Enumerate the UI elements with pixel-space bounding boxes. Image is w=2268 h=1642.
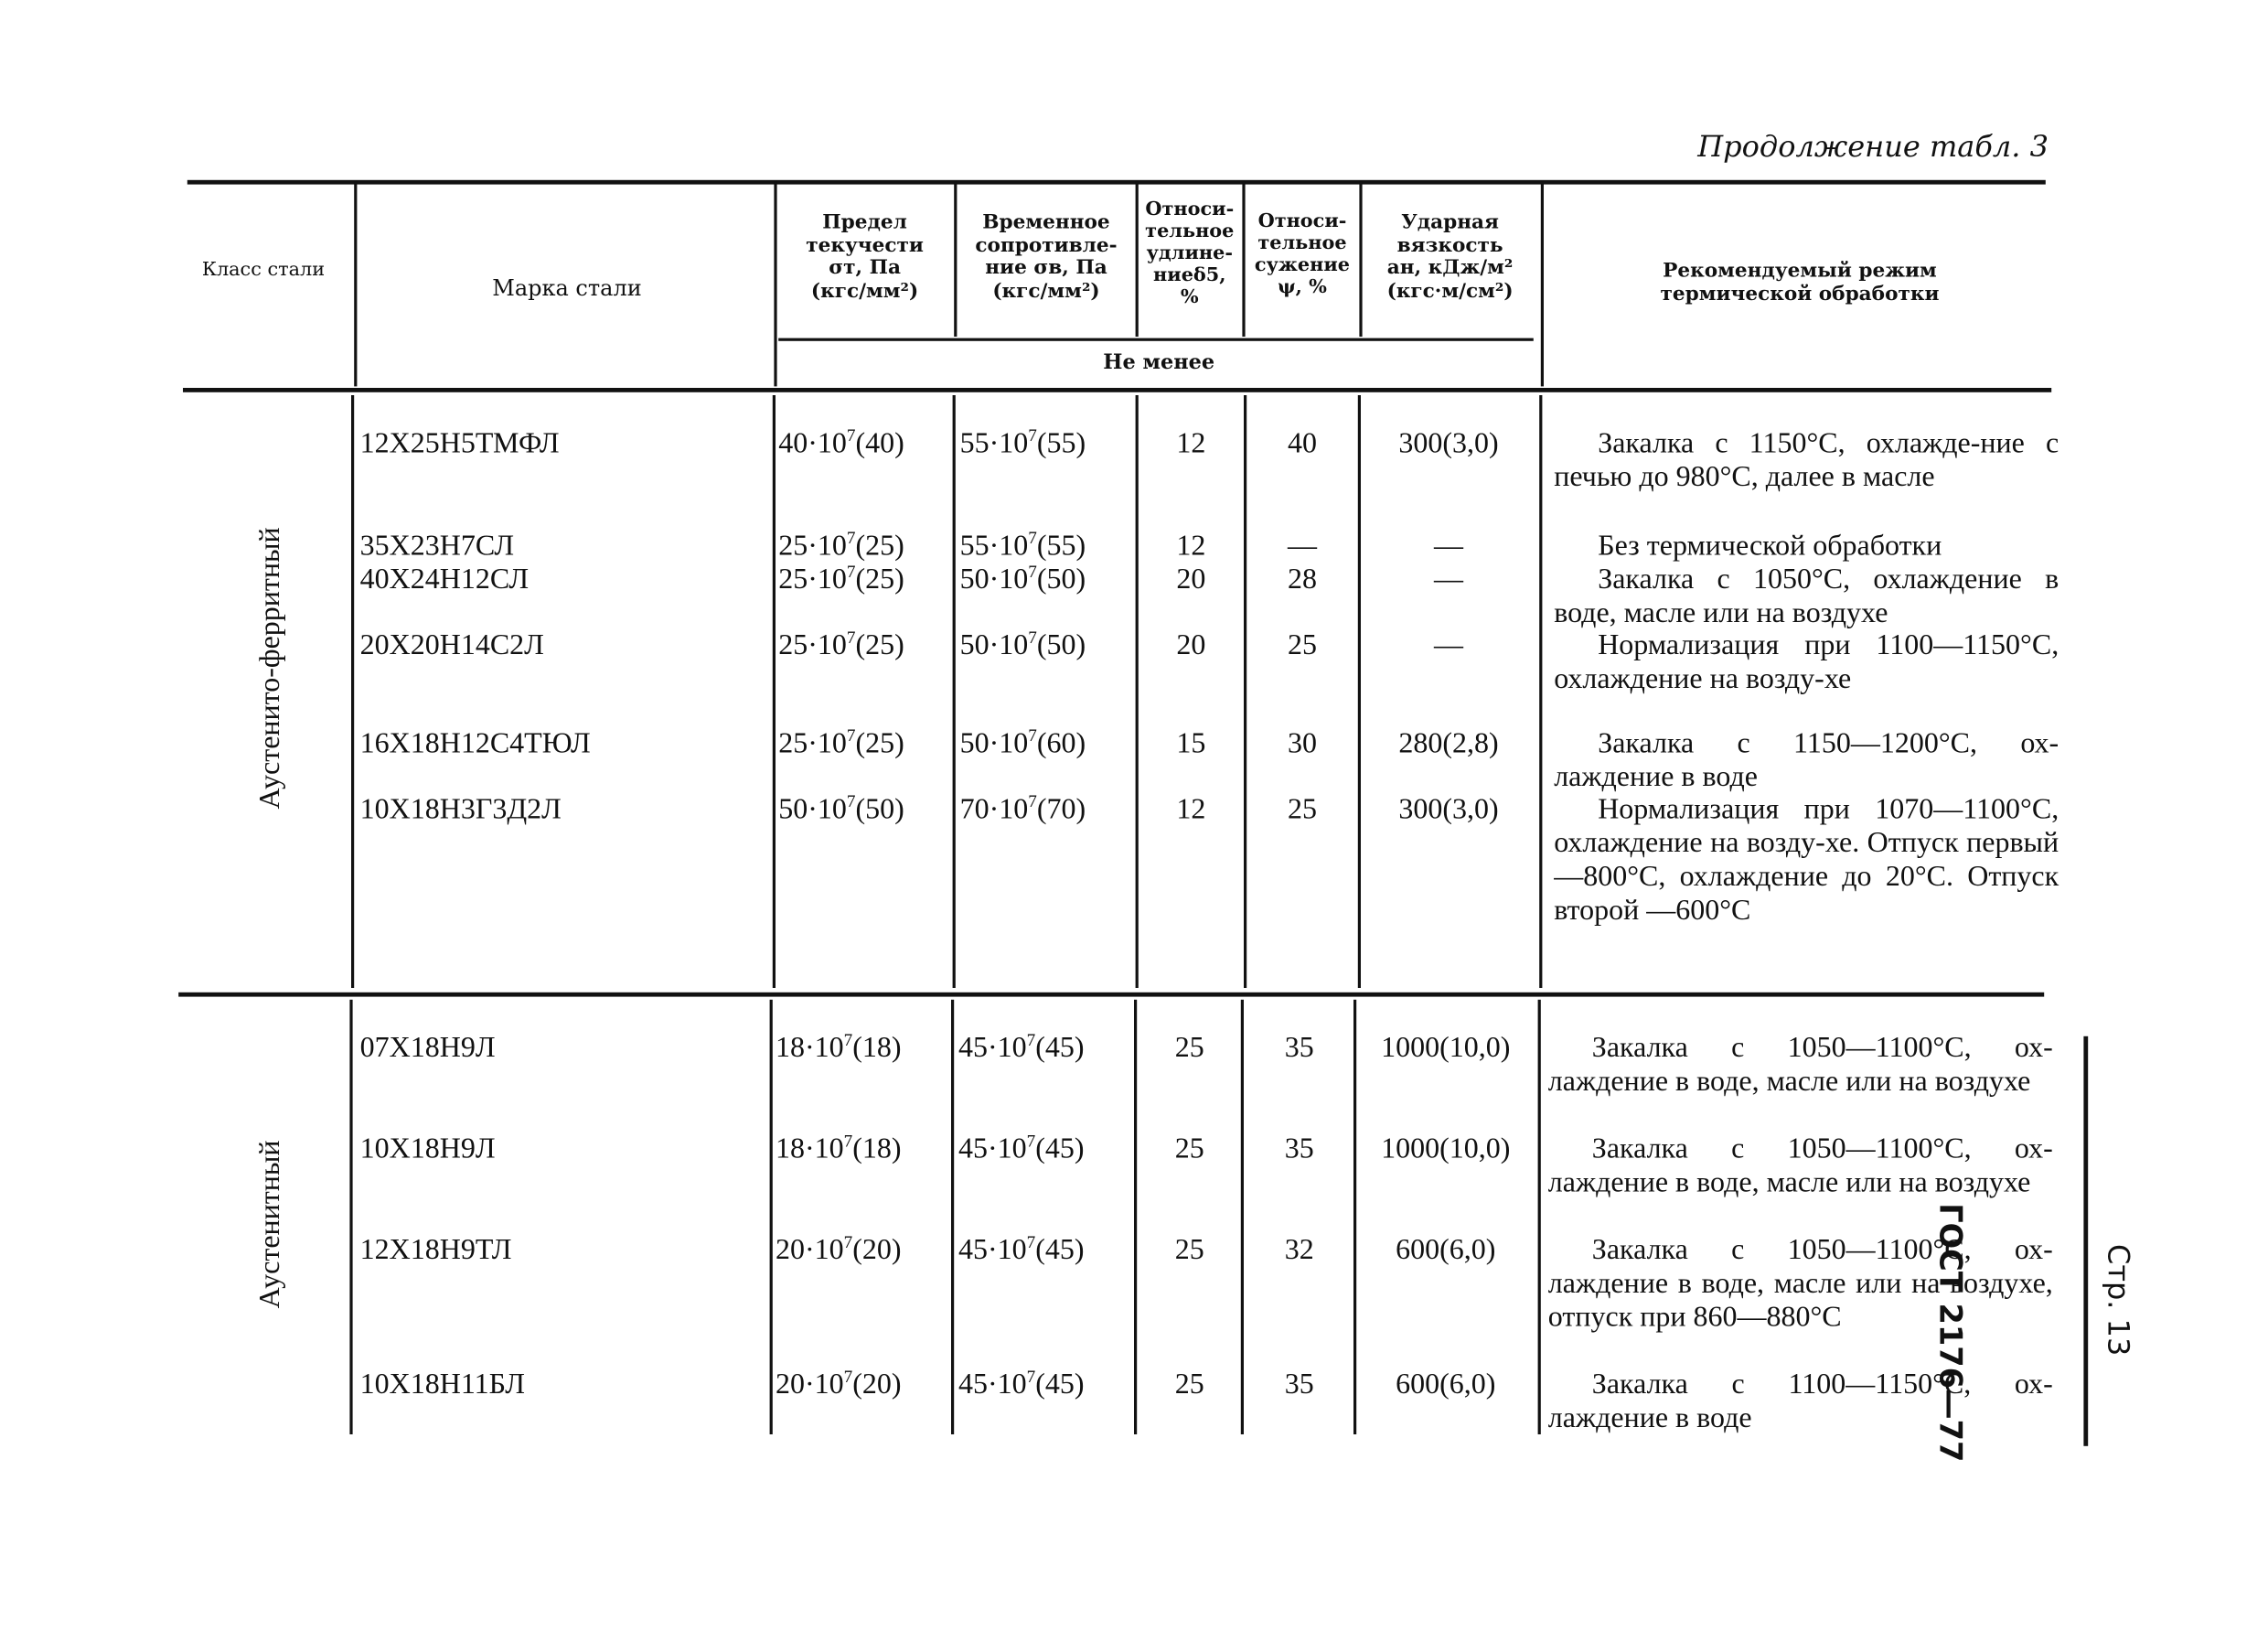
elongation-value: 12: [1176, 530, 1206, 563]
yield-strength: [776, 1231, 902, 1268]
elongation-value: 25: [1174, 1233, 1204, 1266]
group-divider-rule: [178, 993, 2044, 997]
tensile-strength: [959, 527, 1086, 563]
tensile-mantissa: 70·10: [959, 793, 1029, 826]
steel-grade: 20Х20Н14С2Л: [359, 629, 544, 662]
impact-value: 300(3,0): [1398, 793, 1499, 826]
reduction-value: 35: [1284, 1368, 1314, 1401]
treatment-mode: Закалка с 1050—1100°С, ох-лаждение в воде, масле или на воздухе, отпуск при 860—880°С: [1547, 1233, 2053, 1334]
yield-exponent: 7: [843, 1366, 853, 1387]
yield-exponent: 7: [846, 724, 856, 746]
treatment-mode: Закалка с 1100—1150°С, ох-лаждение в воде: [1547, 1368, 2053, 1434]
body-col-divider: [1244, 395, 1246, 988]
tensile-kgs: (45): [1035, 1368, 1085, 1401]
header-col-divider: [354, 181, 357, 386]
tensile-mantissa: 55·10: [959, 427, 1029, 460]
treatment-mode: Закалка с 1050—1100°С, ох-лаждение в воде, масле или на воздухе: [1547, 1032, 2053, 1098]
elongation-value: 12: [1176, 427, 1206, 460]
body-col-divider: [1358, 395, 1361, 988]
reduction-value: 25: [1288, 629, 1317, 662]
yield-mantissa: 40·10: [778, 427, 847, 460]
yield-mantissa: 18·10: [776, 1032, 844, 1065]
steel-grade: 10Х18Н11БЛ: [359, 1368, 525, 1401]
yield-exponent: 7: [846, 627, 856, 648]
yield-kgs: (20): [852, 1368, 902, 1401]
elongation-value: 20: [1176, 563, 1206, 596]
steel-grade: 40Х24Н12СЛ: [359, 563, 530, 596]
yield-strength: [778, 629, 904, 663]
body-col-divider: [349, 1000, 352, 1434]
side-rule: [2083, 1036, 2088, 1446]
yield-strength: [778, 527, 904, 563]
tensile-mantissa: 55·10: [959, 530, 1029, 563]
treatment-mode: Закалка с 1150°С, охлажде-ние с печью до 980°С, далее в масле: [1554, 427, 2059, 494]
steel-grade: 10Х18Н9Л: [359, 1132, 496, 1165]
tensile-kgs: (45): [1035, 1132, 1085, 1165]
tensile-exponent: 7: [1026, 1029, 1036, 1050]
treatment-mode: Закалка с 1150—1200°С, ох-лаждение в воде: [1554, 727, 2059, 794]
treatment-mode: Закалка с 1050—1100°С, ох-лаждение в воде, масле или на воздухе: [1547, 1132, 2053, 1199]
impact-value: 1000(10,0): [1381, 1032, 1511, 1065]
header-col-divider: [954, 181, 957, 337]
tensile-strength: [959, 790, 1086, 827]
tensile-kgs: (45): [1035, 1032, 1085, 1065]
tensile-exponent: 7: [1026, 1231, 1036, 1252]
steel-grade: 10Х18Н3Г3Д2Л: [359, 793, 562, 826]
treatment-mode: Без термической обработки: [1598, 530, 1942, 563]
tensile-kgs: (55): [1036, 530, 1086, 563]
treatment-mode: Нормализация при 1070—1100°С, охлаждение на возду-хе. Отпуск первый —800°С, охлаждение до 20°С. Отпуск второй —600°С: [1554, 793, 2059, 927]
yield-strength: [776, 1132, 902, 1166]
elongation-value: 25: [1174, 1368, 1204, 1401]
tensile-exponent: 7: [1028, 790, 1037, 811]
tensile-exponent: 7: [1028, 561, 1037, 582]
body-col-divider: [351, 395, 354, 988]
yield-exponent: 7: [846, 424, 856, 445]
impact-value: —: [1434, 629, 1463, 662]
yield-mantissa: 25·10: [778, 563, 847, 596]
impact-value: 1000(10,0): [1381, 1132, 1511, 1165]
tensile-kgs: (55): [1036, 427, 1086, 460]
body-col-divider: [953, 395, 956, 988]
treatment-mode: Закалка с 1050°С, охлаждение в воде, масле или на воздухе: [1554, 563, 2059, 629]
tensile-strength: [958, 1368, 1085, 1402]
yield-mantissa: 25·10: [778, 629, 847, 662]
tensile-kgs: (70): [1036, 793, 1086, 826]
page-number: Стр. 13: [2101, 1244, 2136, 1357]
class-label-austenitic: Аустенитный: [253, 1140, 286, 1309]
yield-exponent: 7: [843, 1029, 853, 1050]
tensile-mantissa: 50·10: [959, 727, 1029, 760]
yield-mantissa: 20·10: [776, 1233, 844, 1266]
header-col-divider: [774, 181, 776, 386]
header-col-divider: [1541, 181, 1544, 386]
reduction-value: 25: [1288, 793, 1317, 826]
yield-exponent: 7: [846, 527, 856, 548]
reduction-value: —: [1288, 530, 1317, 563]
tensile-mantissa: 45·10: [958, 1032, 1027, 1065]
header-tensile: Временное сопротивле- ние σв, Па (кгс/мм²): [975, 210, 1118, 303]
tensile-exponent: 7: [1028, 424, 1037, 445]
impact-value: 280(2,8): [1398, 727, 1499, 760]
yield-exponent: 7: [846, 790, 856, 811]
reduction-value: 35: [1284, 1032, 1314, 1065]
yield-kgs: (25): [855, 727, 904, 760]
tensile-exponent: 7: [1028, 627, 1037, 648]
header-treatment: Рекомендуемый режим термической обработки: [1660, 259, 1940, 306]
reduction-value: 35: [1284, 1132, 1314, 1165]
body-col-divider: [770, 1000, 773, 1434]
tensile-exponent: 7: [1026, 1130, 1036, 1152]
tensile-kgs: (50): [1036, 563, 1086, 596]
header-impact: Ударная вязкость aн, кДж/м² (кгс·м/см²): [1386, 210, 1514, 303]
yield-kgs: (18): [852, 1032, 902, 1065]
tensile-mantissa: 50·10: [959, 563, 1029, 596]
elongation-value: 25: [1174, 1132, 1204, 1165]
yield-mantissa: 25·10: [778, 530, 847, 563]
yield-mantissa: 20·10: [776, 1368, 844, 1401]
yield-strength: [778, 790, 904, 827]
header-bottom-rule: [183, 388, 2051, 392]
tensile-exponent: 7: [1028, 724, 1037, 746]
yield-mantissa: 18·10: [776, 1132, 844, 1165]
treatment-mode: Нормализация при 1100—1150°С, охлаждение на возду-хе: [1554, 629, 2059, 695]
impact-value: 600(6,0): [1396, 1368, 1496, 1401]
yield-strength: [776, 1368, 902, 1402]
tensile-kgs: (45): [1035, 1233, 1085, 1266]
tensile-mantissa: 45·10: [958, 1368, 1027, 1401]
tensile-strength: [960, 629, 1086, 663]
not-less-rule: [778, 338, 1534, 341]
steel-grade: 35Х23Н7СЛ: [359, 530, 515, 563]
steel-grade: 12Х18Н9ТЛ: [359, 1233, 512, 1266]
table-caption: Продолжение табл. 3: [1697, 128, 2049, 165]
body-col-divider: [1136, 395, 1139, 988]
tensile-strength: [958, 1231, 1085, 1268]
yield-strength: [778, 563, 904, 597]
yield-kgs: (50): [855, 793, 904, 826]
table-top-rule: [187, 180, 2046, 185]
yield-kgs: (20): [852, 1233, 902, 1266]
body-col-divider: [951, 1000, 954, 1434]
reduction-value: 30: [1288, 727, 1317, 760]
tensile-kgs: (60): [1036, 727, 1086, 760]
reduction-value: 32: [1284, 1233, 1314, 1266]
body-col-divider: [773, 395, 776, 988]
impact-value: 300(3,0): [1398, 427, 1499, 460]
tensile-exponent: 7: [1028, 527, 1037, 548]
yield-mantissa: 50·10: [778, 793, 847, 826]
header-reduction: Относи- тельное сужение ψ, %: [1254, 210, 1351, 299]
body-col-divider: [1539, 395, 1542, 988]
tensile-mantissa: 45·10: [958, 1132, 1027, 1165]
body-col-divider: [1538, 1000, 1541, 1434]
elongation-value: 12: [1176, 793, 1206, 826]
yield-kgs: (40): [855, 427, 904, 460]
tensile-strength: [958, 1132, 1085, 1166]
elongation-value: 20: [1176, 629, 1206, 662]
yield-strength: [776, 1029, 902, 1066]
tensile-strength: [959, 424, 1086, 461]
yield-strength: [778, 724, 904, 761]
yield-exponent: 7: [843, 1231, 853, 1252]
steel-grade: 12Х25Н5ТМФЛ: [359, 427, 560, 460]
tensile-exponent: 7: [1026, 1366, 1036, 1387]
tensile-mantissa: 50·10: [959, 629, 1029, 662]
impact-value: —: [1434, 563, 1463, 596]
reduction-value: 28: [1288, 563, 1317, 596]
yield-mantissa: 25·10: [778, 727, 847, 760]
class-label-austenitic-ferritic: Аустенито-ферритный: [253, 527, 286, 810]
tensile-strength: [958, 1029, 1085, 1066]
reduction-value: 40: [1288, 427, 1317, 460]
tensile-strength: [960, 563, 1086, 597]
header-elongation: Относи- тельное удлине- ниеδ5, %: [1145, 199, 1235, 309]
impact-value: —: [1434, 530, 1463, 563]
tensile-kgs: (50): [1036, 629, 1086, 662]
yield-strength: [778, 424, 904, 461]
impact-value: 600(6,0): [1396, 1233, 1496, 1266]
yield-exponent: 7: [843, 1130, 853, 1152]
yield-exponent: 7: [846, 561, 856, 582]
header-yield: Предел текучести σт, Па (кгс/мм²): [806, 210, 924, 303]
yield-kgs: (25): [855, 563, 904, 596]
tensile-strength: [959, 724, 1086, 761]
standard-number: ГОСТ 2176—77: [1932, 1203, 1968, 1463]
steel-grade: 16Х18Н12С4ТЮЛ: [359, 727, 591, 760]
header-grade: Марка стали: [492, 274, 642, 302]
yield-kgs: (25): [855, 530, 904, 563]
yield-kgs: (25): [855, 629, 904, 662]
steel-grade: 07Х18Н9Л: [359, 1032, 496, 1065]
tensile-mantissa: 45·10: [958, 1233, 1027, 1266]
elongation-value: 15: [1176, 727, 1206, 760]
elongation-value: 25: [1174, 1032, 1204, 1065]
header-not-less: Не менее: [1103, 351, 1215, 375]
header-class: Класс стали: [201, 259, 326, 282]
yield-kgs: (18): [852, 1132, 902, 1165]
